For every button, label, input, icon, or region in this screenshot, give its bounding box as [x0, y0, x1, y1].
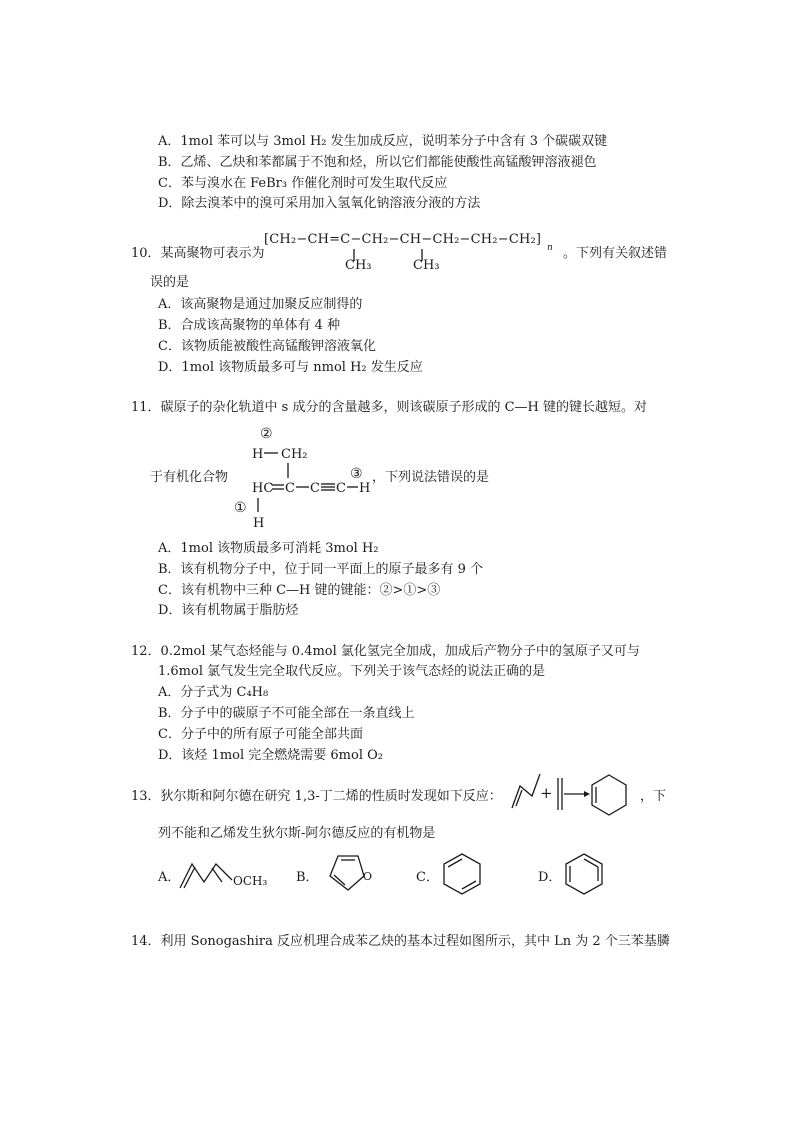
q11-h-top: H — [252, 447, 264, 462]
q10-option-b: B．合成该高聚物的单体有 4 种 — [158, 318, 341, 333]
q11-h-right: H — [359, 481, 371, 496]
q13-choice-c-label: C． — [416, 870, 439, 885]
q11-option-d: D．该有机物属于脂肪烃 — [158, 603, 299, 618]
q10-polymer-n: n — [547, 243, 553, 253]
q13-b-oxygen: O — [363, 870, 373, 883]
q11-circle-3: ③ — [350, 466, 363, 482]
q12-option-c: C．分子中的所有原子可能全部共面 — [158, 727, 363, 742]
q13-a-och3: OCH₃ — [233, 874, 268, 888]
q11-option-c: C．该有机物中三种 C—H 键的键能：②>①>③ — [158, 583, 441, 598]
q11-option-a: A．1mol 该物质最多可消耗 3mol H₂ — [158, 541, 379, 556]
q12-stem-line2: 1.6mol 氯气发生完全取代反应。下列关于该气态烃的说法正确的是 — [158, 664, 546, 679]
q10-option-a: A．该高聚物是通过加聚反应制得的 — [158, 297, 363, 312]
q10-stem-end: 。下列有关叙述错 — [563, 246, 668, 261]
q11-h-bottom: H — [253, 516, 265, 531]
q11-stem-line1: 11．碳原子的杂化轨道中 s 成分的含量越多，则该碳原子形成的 C—H 键的键长越短。对 — [131, 400, 648, 415]
q13-choice-d-label: D． — [538, 870, 562, 885]
q11-stem-post: ，下列说法错误的是 — [372, 470, 490, 485]
q14-stem-line1: 14．利用 Sonogashira 反应机理合成苯乙炔的基本过程如图所示，其中 Ln 为 2 个三苯基膦 — [131, 934, 670, 949]
q10-polymer-formula: [CH₂−CH=C−CH₂−CH−CH₂−CH₂−CH₂] — [264, 232, 542, 247]
q10-option-c: C．该物质能被酸性高锰酸钾溶液氧化 — [158, 339, 376, 354]
q13-choice-b-label: B． — [296, 870, 319, 885]
q12-option-a: A．分子式为 C₄H₈ — [158, 685, 269, 700]
q9-option-d: D．除去溴苯中的溴可采用加入氢氧化钠溶液分液的方法 — [158, 196, 481, 211]
q11-circle-1: ① — [234, 500, 247, 516]
q11-circle-2: ② — [260, 426, 273, 442]
q13-reaction-scheme — [508, 772, 638, 822]
q11-option-b: B．该有机物分子中，位于同一平面上的原子最多有 9 个 — [158, 562, 484, 577]
q13-choice-b-furan — [320, 852, 380, 896]
q10-ch3-a: CH₃ — [345, 258, 372, 273]
q12-option-b: B．分子中的碳原子不可能全部在一条直线上 — [158, 706, 415, 721]
q12-option-d: D．该烃 1mol 完全燃烧需要 6mol O₂ — [158, 748, 383, 763]
q9-option-b: B．乙烯、乙炔和苯都属于不饱和烃，所以它们都能使酸性高锰酸钾溶液褪色 — [158, 155, 597, 170]
q11-c-tri2: C — [336, 481, 346, 496]
q13-stem-line1: 13．狄尔斯和阿尔德在研究 1,3-丁二烯的性质时发现如下反应： — [131, 789, 502, 804]
q13-choice-a-structure — [176, 858, 286, 892]
q13-choice-c-hexadiene — [440, 851, 490, 897]
q10-option-d: D．1mol 该物质最多可与 nmol H₂ 发生反应 — [158, 360, 423, 375]
q11-hc: HC — [252, 481, 274, 496]
q13-stem-line2: 列不能和乙烯发生狄尔斯-阿尔德反应的有机物是 — [158, 826, 436, 841]
q9-option-c: C．苯与溴水在 FeBr₃ 作催化剂时可发生取代反应 — [158, 176, 448, 191]
q11-c-mid: C — [285, 481, 295, 496]
q13-choice-a-label: A． — [158, 870, 181, 885]
q9-option-a: A．1mol 苯可以与 3mol H₂ 发生加成反应，说明苯分子中含有 3 个碳碳双键 — [158, 134, 608, 149]
q13-choice-d-cyclohexadiene — [562, 851, 612, 897]
q11-stem-pre: 于有机化合物 — [150, 470, 229, 485]
q11-ch2: CH₂ — [281, 447, 308, 462]
q12-stem-line1: 12．0.2mol 某气态烃能与 0.4mol 氯化氢完全加成，加成后产物分子中的氢原子又可与 — [131, 644, 640, 659]
q11-c-tri1: C — [310, 481, 320, 496]
q10-stem-start: 10．某高聚物可表示为 — [131, 246, 265, 261]
q10-ch3-b: CH₃ — [413, 258, 440, 273]
q13-stem-tail: ，下 — [640, 789, 667, 804]
q13-plus: + — [540, 784, 553, 802]
q10-stem-line2: 误的是 — [150, 275, 190, 290]
